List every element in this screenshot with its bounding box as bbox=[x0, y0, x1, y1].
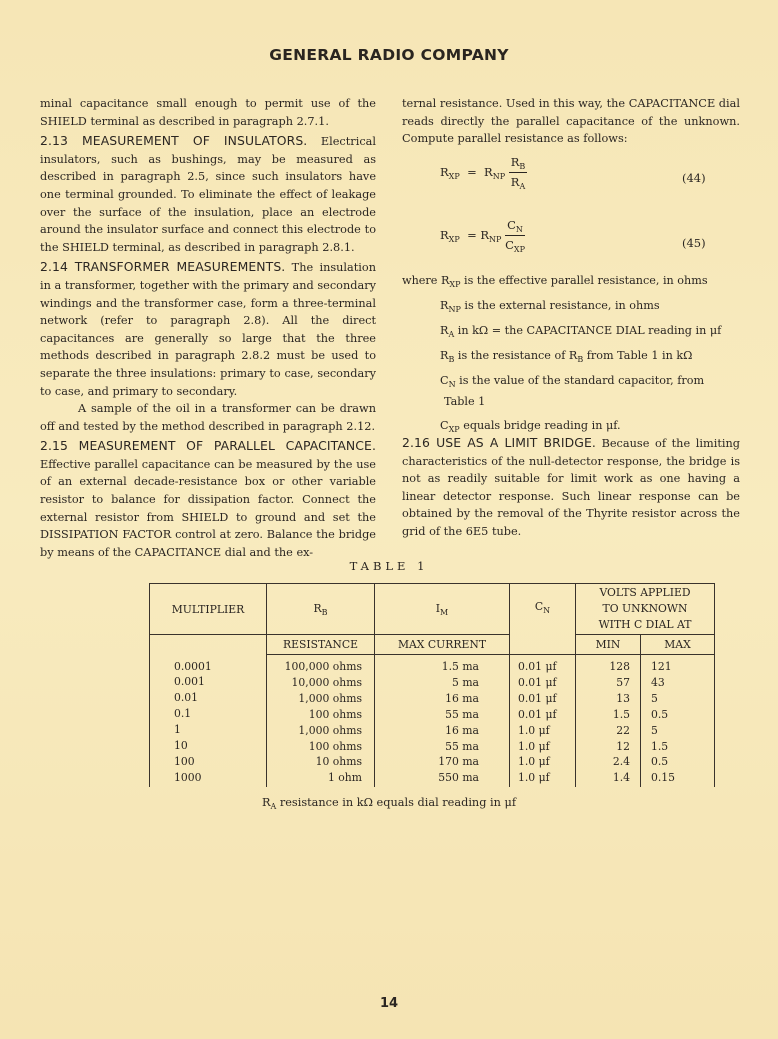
table-cell-max: 0.5 bbox=[651, 755, 669, 769]
table-cell-max: 1.5 bbox=[651, 739, 669, 753]
def-sub: NP bbox=[448, 305, 461, 314]
table-cell-multiplier: 0.0001 bbox=[174, 659, 212, 673]
def-sub: XP bbox=[448, 425, 460, 434]
eq-denominator bbox=[505, 236, 525, 254]
continued-paragraph: ternal resistance. Used in this way, the CAPACITANCE dial reads directly the parallel capacitance of the unknown. Compute parallel resistance as follows: bbox=[402, 97, 740, 146]
table-cell-cn: 1.0 μf bbox=[518, 771, 550, 785]
eq-lhs-sub: XP bbox=[448, 235, 460, 244]
header-cn-sub: N bbox=[543, 606, 551, 615]
den-sub: XP bbox=[513, 245, 525, 254]
den-sym: R bbox=[510, 175, 520, 189]
column-current bbox=[375, 655, 510, 788]
section-body: Electrical insulators, such as bushings, may be measured as described in paragraph 2.5, since such insulators have one terminal grounded. To eliminate the effect of leakage over the surface of the insulation, place an electrode around the insulator surface and connect this electrode to the SHIELD terminal, as described in paragraph 2.8.1. bbox=[40, 135, 376, 254]
header-im bbox=[375, 584, 510, 635]
table-cell-multiplier: 0.01 bbox=[174, 691, 199, 705]
equation-number: (44) bbox=[682, 171, 706, 185]
table-header-row bbox=[150, 584, 715, 635]
header-resistance: RESISTANCE bbox=[267, 635, 375, 655]
table-cell-cn: 1.0 μf bbox=[518, 739, 550, 753]
table-cell-multiplier: 100 bbox=[174, 754, 195, 768]
table-cell-multiplier: 10 bbox=[174, 739, 188, 753]
eq-fraction bbox=[505, 218, 525, 254]
section-body: Effective parallel capacitance can be measured by the use of an external decade-resistance box or other variable resistor to balance for dissipation factor. Connect the external resistor from SHIELD to ground and set the DISSIPATION FACTOR control at zero. Balance the bridge by means of the CAPACITANCE dial and the ex- bbox=[40, 457, 376, 559]
def-sub: N bbox=[448, 380, 456, 389]
eq-factor: R bbox=[480, 228, 490, 242]
definition-cn-cont: Table 1 bbox=[444, 395, 486, 408]
eq-lhs-sub: XP bbox=[448, 172, 460, 181]
equation-45 bbox=[440, 218, 740, 254]
table-cell-current: 170 ma bbox=[438, 755, 479, 769]
definition-rnp bbox=[402, 295, 762, 320]
header-im-sym: I bbox=[435, 601, 441, 615]
eq-lhs: R bbox=[440, 165, 449, 179]
table-title: TABLE 1 bbox=[349, 559, 429, 573]
def-text: is the effective parallel resistance, in ohms bbox=[460, 274, 708, 287]
eq-lhs: R bbox=[440, 228, 449, 242]
table-cell-resistance: 10 ohms bbox=[315, 755, 362, 769]
column-min bbox=[576, 655, 641, 788]
header-volts-line: VOLTS APPLIED bbox=[599, 586, 691, 599]
table-cell-max: 5 bbox=[651, 691, 658, 705]
table-cell-max: 5 bbox=[651, 723, 658, 737]
section-body: Because of the limiting characteristics of the null-detector response, the bridge is not as readily suitable for limit work as one having a linear detector response. Such linear response can be obtained by the removal of the Thyrite resistor across the grid of the 6E5 tube. bbox=[402, 437, 740, 538]
header-rb-sym: R bbox=[313, 601, 322, 615]
eq-factor-sub: NP bbox=[489, 235, 502, 244]
den-sym: C bbox=[505, 238, 514, 252]
section-heading: 2.15 MEASUREMENT OF PARALLEL CAPACITANCE. bbox=[40, 438, 376, 454]
footnote-sym: R bbox=[261, 796, 271, 809]
table-cell-min: 57 bbox=[616, 675, 630, 689]
table-cell-current: 16 ma bbox=[445, 723, 479, 737]
table-cell-resistance: 10,000 ohms bbox=[291, 675, 362, 689]
column-cn bbox=[510, 655, 576, 788]
table-cell-current: 5 ma bbox=[452, 675, 479, 689]
def-symbol: C bbox=[440, 419, 449, 432]
header-max-current: MAX CURRENT bbox=[375, 635, 510, 655]
definition-rxp bbox=[402, 270, 762, 295]
def-sub: XP bbox=[449, 280, 461, 289]
table-cell-cn: 1.0 μf bbox=[518, 723, 550, 737]
header-rb bbox=[267, 584, 375, 635]
def-symbol: R bbox=[440, 324, 449, 337]
num-sub: N bbox=[515, 225, 523, 234]
table-cell-cn: 0.01 μf bbox=[518, 691, 557, 705]
eq-sign: = bbox=[467, 228, 477, 242]
table-cell-min: 12 bbox=[616, 739, 630, 753]
running-header: GENERAL RADIO COMPANY bbox=[269, 46, 509, 64]
table-cell-current: 55 ma bbox=[445, 707, 479, 721]
def-text: is the resistance of R bbox=[454, 349, 578, 362]
header-blank bbox=[150, 635, 267, 655]
table-footnote bbox=[0, 796, 778, 811]
table-cell-max: 43 bbox=[651, 675, 665, 689]
table-cell-cn: 0.01 μf bbox=[518, 660, 557, 673]
table-cell-current: 550 ma bbox=[438, 771, 479, 785]
equation-number: (45) bbox=[682, 236, 706, 250]
table-cell-resistance: 1,000 ohms bbox=[298, 691, 362, 705]
page-number: 14 bbox=[379, 996, 399, 1011]
def-symbol: R bbox=[440, 349, 449, 362]
section-2-15 bbox=[40, 437, 376, 561]
section-heading: 2.13 MEASUREMENT OF INSULATORS. bbox=[40, 133, 308, 149]
header-rb-sub: B bbox=[321, 607, 328, 617]
table-cell-resistance: 100 ohms bbox=[308, 707, 362, 721]
def-text: in kΩ = the CAPACITANCE DIAL reading in μf bbox=[454, 324, 722, 337]
table-cell-cn: 0.01 μf bbox=[518, 707, 557, 721]
def-text: from Table 1 in kΩ bbox=[583, 349, 693, 362]
section-heading: 2.14 TRANSFORMER MEASUREMENTS. bbox=[40, 259, 286, 275]
table-cell-min: 128 bbox=[609, 660, 630, 673]
header-volts-line: WITH C DIAL AT bbox=[598, 618, 692, 631]
section-2-13 bbox=[40, 132, 376, 256]
header-min: MIN bbox=[576, 635, 641, 655]
def-text: is the value of the standard capacitor, from bbox=[455, 374, 705, 387]
header-im-sub: M bbox=[440, 607, 449, 617]
def-sub: A bbox=[448, 330, 455, 339]
def-symbol: C bbox=[440, 374, 449, 387]
header-volts-line: TO UNKNOWN bbox=[602, 602, 688, 615]
where-label: where bbox=[402, 274, 438, 287]
eq-factor-sub: NP bbox=[492, 172, 506, 181]
def-sub: B bbox=[577, 355, 584, 364]
header-multiplier: MULTIPLIER bbox=[150, 584, 267, 635]
table-cell-multiplier: 0.001 bbox=[174, 675, 205, 689]
left-column bbox=[40, 95, 376, 561]
table-cell-cn: 1.0 μf bbox=[518, 755, 550, 769]
column-max bbox=[641, 655, 715, 788]
table-cell-current: 16 ma bbox=[445, 691, 479, 705]
section-2-14-extra: A sample of the oil in a transformer can be drawn off and tested by the method described in paragraph 2.12. bbox=[40, 402, 376, 433]
def-text: equals bridge reading in μf. bbox=[459, 419, 621, 432]
table-cell-multiplier: 0.1 bbox=[174, 707, 192, 721]
eq-numerator bbox=[505, 218, 525, 236]
table-cell-min: 2.4 bbox=[612, 755, 630, 769]
header-cn-sym: C bbox=[534, 600, 544, 613]
table-cell-resistance: 100 ohms bbox=[308, 739, 362, 753]
section-heading: 2.16 USE AS A LIMIT BRIDGE. bbox=[402, 435, 596, 450]
table-cell-current: 55 ma bbox=[445, 739, 479, 753]
table-cell-min: 22 bbox=[616, 723, 630, 737]
table-cell-max: 0.15 bbox=[651, 771, 676, 785]
num-sub: B bbox=[519, 162, 526, 171]
eq-factor: R bbox=[484, 165, 493, 179]
definition-rb bbox=[402, 345, 762, 370]
num-sym: C bbox=[507, 218, 516, 232]
def-symbol: R bbox=[440, 299, 449, 312]
table-cell-resistance: 1,000 ohms bbox=[298, 723, 362, 737]
variable-definitions bbox=[402, 270, 762, 440]
continued-paragraph: minal capacitance small enough to permit use of the SHIELD terminal as described in paragraph 2.7.1. bbox=[40, 97, 376, 128]
eq-numerator bbox=[509, 155, 528, 173]
definition-ra bbox=[402, 320, 762, 345]
table-cell-min: 13 bbox=[616, 691, 630, 705]
table-cell-min: 1.5 bbox=[612, 707, 630, 721]
table-cell-cn: 0.01 μf bbox=[518, 675, 557, 689]
right-column-intro bbox=[402, 95, 740, 148]
table-cell-max: 121 bbox=[651, 660, 672, 673]
footnote-text: resistance in kΩ equals dial reading in μf bbox=[276, 796, 517, 809]
table-subheader-row bbox=[150, 635, 715, 655]
eq-fraction bbox=[509, 155, 528, 191]
table-body bbox=[150, 655, 715, 788]
table-cell-min: 1.4 bbox=[612, 771, 630, 785]
def-text: is the external resistance, in ohms bbox=[460, 299, 660, 312]
den-sub: A bbox=[519, 182, 526, 191]
section-2-16 bbox=[402, 434, 740, 541]
section-2-14 bbox=[40, 258, 376, 400]
num-sym: R bbox=[510, 155, 520, 169]
table-1 bbox=[149, 583, 715, 787]
definition-cn bbox=[402, 370, 762, 395]
eq-denominator bbox=[509, 173, 528, 191]
footnote-sub: A bbox=[270, 802, 277, 811]
table-cell-resistance: 1 ohm bbox=[328, 771, 362, 785]
equation-44 bbox=[440, 155, 740, 191]
column-multiplier bbox=[150, 655, 267, 788]
table-cell-multiplier: 1000 bbox=[174, 770, 202, 784]
column-resistance bbox=[267, 655, 375, 788]
table-cell-multiplier: 1 bbox=[174, 723, 181, 737]
header-cn bbox=[510, 584, 576, 655]
section-paragraph bbox=[402, 434, 740, 541]
header-max: MAX bbox=[641, 635, 715, 655]
header-volts bbox=[576, 584, 715, 635]
eq-sign: = bbox=[467, 165, 477, 179]
table-cell-current: 1.5 ma bbox=[441, 660, 479, 673]
table-cell-max: 0.5 bbox=[651, 707, 669, 721]
section-body: The insulation in a transformer, together with the primary and secondary windings and the transformer case, form a three-terminal network (refer to paragraph 2.8). All the direct capacitances are generally so large that the three methods described in paragraph 2.8.2 must be used to separate the three insulations: primary to case, secondary to case, and primary to secondary. bbox=[40, 261, 376, 398]
table-cell-resistance: 100,000 ohms bbox=[284, 660, 362, 673]
def-sub: B bbox=[448, 355, 455, 364]
def-symbol: R bbox=[440, 274, 450, 287]
